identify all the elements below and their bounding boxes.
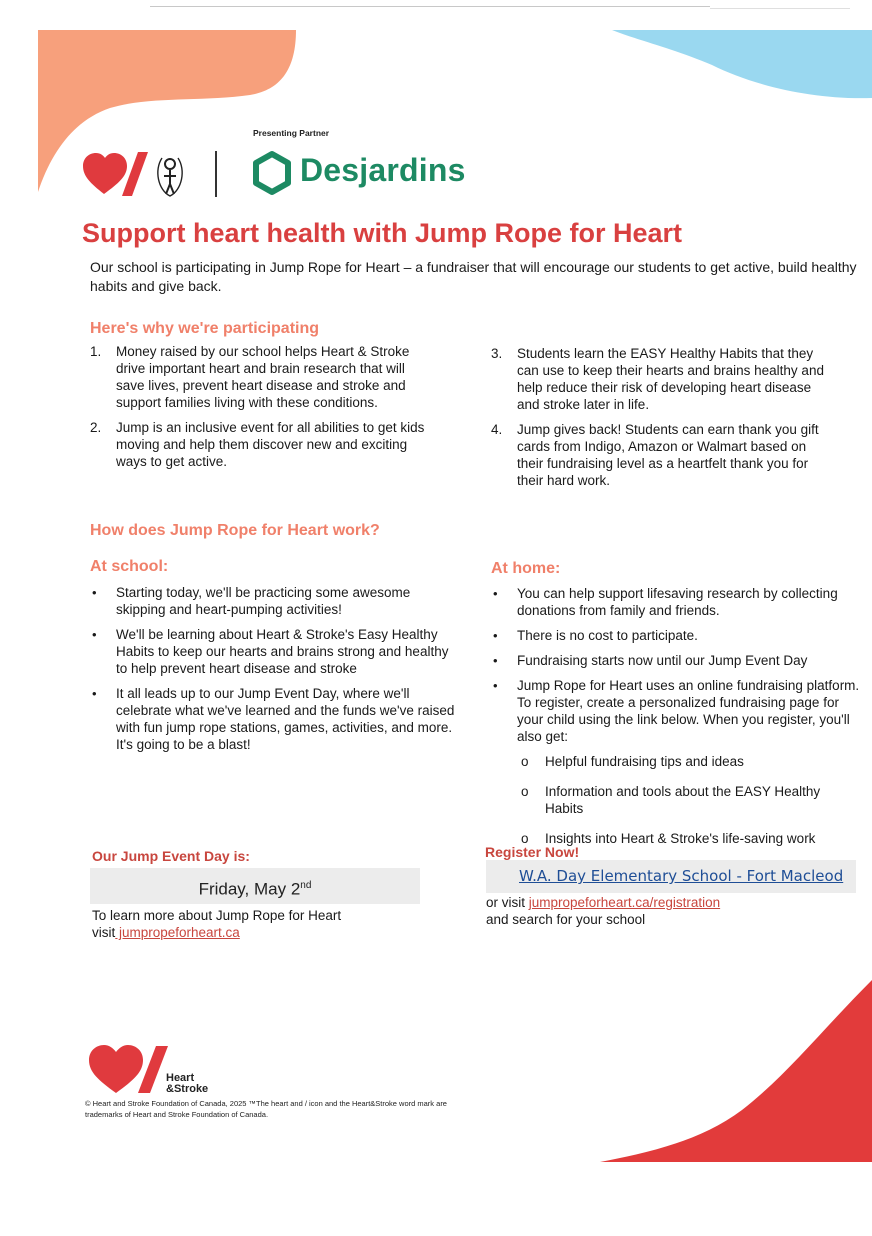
blue-wave-decoration (612, 0, 872, 110)
sub-list-item: o Insights into Heart & Stroke's life-saving work (491, 830, 861, 847)
sub-list-item: o Information and tools about the EASY Healthy Habits (491, 783, 861, 817)
heart-and-stroke-jump-logo (82, 150, 192, 200)
list-item: 1. Money raised by our school helps Heart & Stroke drive important heart and brain research that will save lives, prevent heart disease and stroke and support families living with these conditions. (90, 344, 410, 410)
sub-list-item: o Helpful fundraising tips and ideas (491, 753, 861, 770)
list-item: • You can help support lifesaving research by collecting donations from family and friends. (491, 585, 861, 619)
event-day-heading: Our Jump Event Day is: (92, 848, 250, 864)
list-item: • We'll be learning about Heart & Stroke's Easy Healthy Habits to keep our hearts and brains strong and healthy to help prevent heart disease and stroke (90, 626, 455, 677)
logo-word-heart: Heart (166, 1072, 195, 1084)
page-title: Support heart health with Jump Rope for Heart (82, 218, 683, 248)
slash-icon (122, 152, 148, 196)
list-item: 4. Jump gives back! Students can earn thank you gift cards from Indigo, Amazon or Walmart based on their fundraising level as a heartfelt thank you for their hard work. (491, 422, 819, 488)
at-home-list (491, 585, 861, 860)
registration-link[interactable]: jumpropeforheart.ca/registration (528, 895, 721, 910)
list-item: • Jump Rope for Heart uses an online fundraising platform. To register, create a personalized fundraising page for your child using the link below. When you register, you'll also get: (491, 677, 861, 745)
heart-icon (83, 153, 127, 194)
why-heading: Here's why we're participating (90, 320, 320, 337)
event-date-suffix: nd (300, 880, 312, 891)
footer-legal-text: © Heart and Stroke Foundation of Canada, 2025 ™The heart and / icon and the Heart&Stroke word mark are trademarks of Heart and Stroke Foundation of Canada. (85, 1099, 447, 1119)
learn-more-line: To learn more about Jump Rope for Heart (92, 908, 342, 923)
visit-prefix: or visit (486, 895, 529, 910)
desjardins-hexagon-icon (253, 150, 301, 198)
logo-word-stroke: &Stroke (166, 1083, 209, 1095)
red-wave-decoration (572, 960, 872, 1170)
how-heading: How does Jump Rope for Heart work? (90, 522, 380, 539)
visit-prefix: visit (92, 925, 116, 940)
register-heading: Register Now! (485, 844, 580, 860)
school-link-box (486, 860, 856, 893)
search-school-text: and search for your school (486, 912, 646, 927)
list-item: 2. Jump is an inclusive event for all abilities to get kids moving and help them discover new and exciting ways to get active. (90, 420, 425, 469)
slash-icon (138, 1046, 168, 1093)
list-item: • Fundraising starts now until our Jump Event Day (491, 652, 861, 669)
intro-paragraph: Our school is participating in Jump Rope for Heart – a fundraiser that will encourage our students to get active, build healthy habits and give back. (90, 259, 857, 294)
list-item: • It all leads up to our Jump Event Day, where we'll celebrate what we've learned and the funds we've raised with fun jump rope stations, games, activities, and more. It's going to be a blast! (90, 685, 455, 753)
school-registration-link[interactable]: W.A. Day Elementary School - Fort Macleod (519, 867, 844, 885)
desjardins-wordmark: Desjardins (300, 152, 466, 188)
event-date: Friday, May 2 (198, 879, 301, 899)
why-list-right (491, 345, 836, 497)
presenting-partner-label: Presenting Partner (253, 128, 330, 138)
heart-and-stroke-footer-logo (88, 1043, 228, 1099)
jumper-icon (158, 158, 182, 196)
at-home-heading: At home: (491, 560, 561, 577)
register-text (486, 894, 856, 928)
learn-more-text (92, 907, 422, 941)
jumpropeforheart-link[interactable]: jumpropeforheart.ca (115, 925, 240, 940)
logo-divider (215, 151, 217, 197)
list-item: 3. Students learn the EASY Healthy Habits that they can use to keep their hearts and brains healthy and help reduce their risk of developing heart disease and stroke later in life. (491, 346, 824, 412)
list-item: • There is no cost to participate. (491, 627, 861, 644)
event-date-box (90, 868, 420, 904)
at-school-list (90, 584, 455, 761)
heart-icon (89, 1045, 143, 1093)
at-school-heading: At school: (90, 558, 169, 575)
why-list-left (90, 343, 435, 478)
list-item: • Starting today, we'll be practicing some awesome skipping and heart-pumping activities! (90, 584, 455, 618)
